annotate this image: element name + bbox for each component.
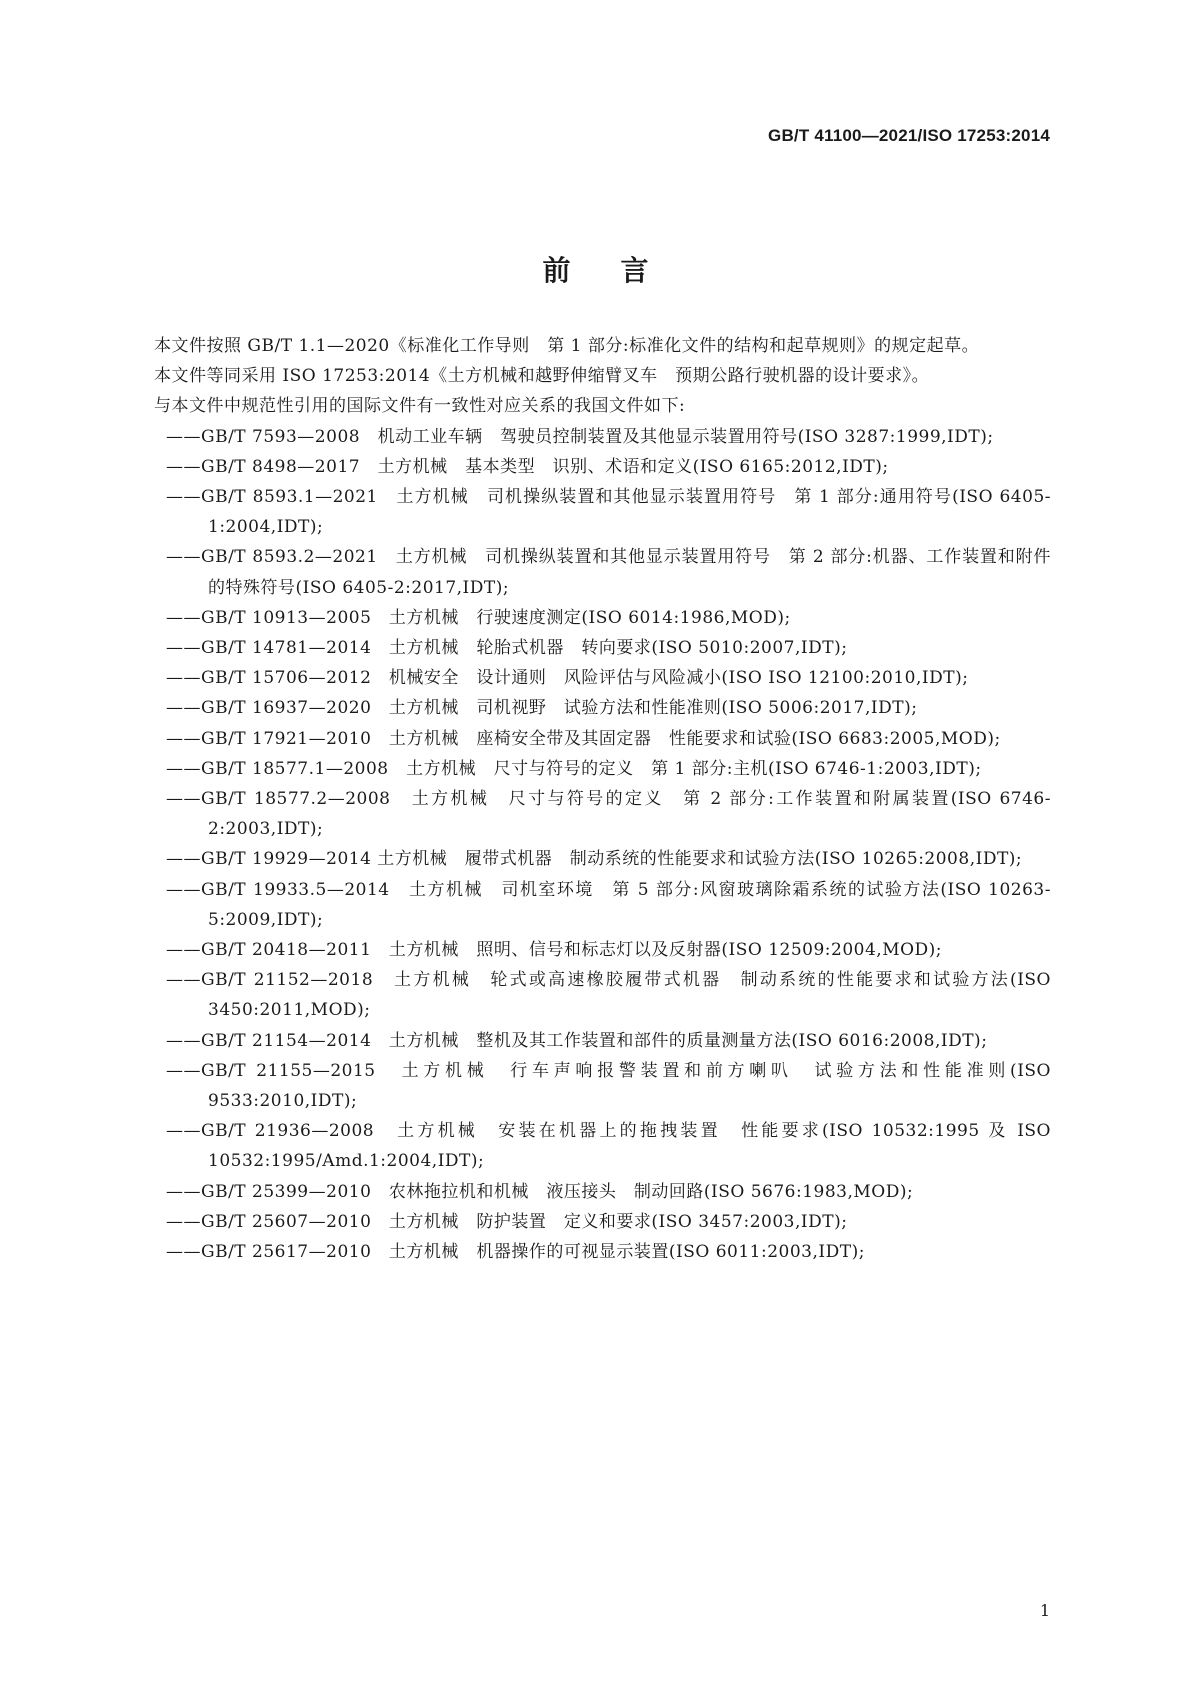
reference-item: ——GB/T 25607—2010 土方机械 防护装置 定义和要求(ISO 3457:2003,IDT); xyxy=(166,1211,848,1232)
page-number: 1 xyxy=(1039,1601,1050,1620)
reference-item: ——GB/T 19933.5—2014 土方机械 司机室环境 第 5 部分:风窗玻璃除霜系统的试验方法(ISO 10263-5:2009,IDT); xyxy=(166,879,1051,930)
reference-item: ——GB/T 19929—2014 土方机械 履带式机器 制动系统的性能要求和试验方法(ISO 10265:2008,IDT); xyxy=(166,849,1023,870)
paragraph-drafting-rules: 本文件按照 GB/T 1.1—2020《标准化工作导则 第 1 部分:标准化文件的结构和起草规则》的规定起草。 xyxy=(154,336,980,356)
paragraph-references-intro: 与本文件中规范性引用的国际文件有一致性对应关系的我国文件如下: xyxy=(154,396,686,417)
standard-number-header: GB/T 41100—2021/ISO 17253:2014 xyxy=(768,126,1050,145)
reference-item: ——GB/T 21936—2008 土方机械 安装在机器上的拖拽装置 性能要求(ISO 10532:1995 及 ISO 10532:1995/Amd.1:2004,IDT); xyxy=(166,1121,1051,1172)
reference-item: ——GB/T 21155—2015 土方机械 行车声响报警装置和前方喇叭 试验方法和性能准则(ISO 9533:2010,IDT); xyxy=(166,1060,1051,1112)
reference-item: ——GB/T 8498—2017 土方机械 基本类型 识别、术语和定义(ISO 6165:2012,IDT); xyxy=(166,456,889,477)
reference-item: ——GB/T 18577.1—2008 土方机械 尺寸与符号的定义 第 1 部分:主机(ISO 6746-1:2003,IDT); xyxy=(166,758,982,779)
reference-item: ——GB/T 18577.2—2008 土方机械 尺寸与符号的定义 第 2 部分:工作装置和附属装置(ISO 6746-2:2003,IDT); xyxy=(166,789,1051,840)
reference-item: ——GB/T 15706—2012 机械安全 设计通则 风险评估与风险减小(ISO ISO 12100:2010,IDT); xyxy=(166,668,969,689)
reference-item: ——GB/T 25399—2010 农林拖拉机和机械 液压接头 制动回路(ISO 5676:1983,MOD); xyxy=(166,1181,914,1202)
reference-item: ——GB/T 17921—2010 土方机械 座椅安全带及其固定器 性能要求和试验(ISO 6683:2005,MOD); xyxy=(166,728,1001,749)
page-title: 前言 xyxy=(542,253,699,287)
reference-item: ——GB/T 7593—2008 机动工业车辆 驾驶员控制装置及其他显示装置用符号(ISO 3287:1999,IDT); xyxy=(166,426,994,447)
document-body xyxy=(120,331,1051,1267)
reference-item: ——GB/T 8593.2—2021 土方机械 司机操纵装置和其他显示装置用符号 第 2 部分:机器、工作装置和附件的特殊符号(ISO 6405-2:2017,IDT); xyxy=(166,547,1051,598)
reference-item: ——GB/T 16937—2020 土方机械 司机视野 试验方法和性能准则(ISO 5006:2017,IDT); xyxy=(166,698,918,719)
reference-item: ——GB/T 8593.1—2021 土方机械 司机操纵装置和其他显示装置用符号 第 1 部分:通用符号(ISO 6405-1:2004,IDT); xyxy=(166,487,1051,538)
paragraph-adoption: 本文件等同采用 ISO 17253:2014《土方机械和越野伸缩臂叉车 预期公路行驶机器的设计要求》。 xyxy=(154,366,930,387)
reference-item: ——GB/T 25617—2010 土方机械 机器操作的可视显示装置(ISO 6011:2003,IDT); xyxy=(166,1242,865,1263)
reference-item: ——GB/T 14781—2014 土方机械 轮胎式机器 转向要求(ISO 5010:2007,IDT); xyxy=(166,638,848,659)
reference-item: ——GB/T 21154—2014 土方机械 整机及其工作装置和部件的质量测量方法(ISO 6016:2008,IDT); xyxy=(166,1030,988,1051)
reference-item: ——GB/T 10913—2005 土方机械 行驶速度测定(ISO 6014:1986,MOD); xyxy=(166,607,791,628)
reference-list xyxy=(120,422,1051,1268)
reference-item: ——GB/T 20418—2011 土方机械 照明、信号和标志灯以及反射器(ISO 12509:2004,MOD); xyxy=(166,940,943,961)
reference-item: ——GB/T 21152—2018 土方机械 轮式或高速橡胶履带式机器 制动系统的性能要求和试验方法(ISO 3450:2011,MOD); xyxy=(166,970,1051,1021)
